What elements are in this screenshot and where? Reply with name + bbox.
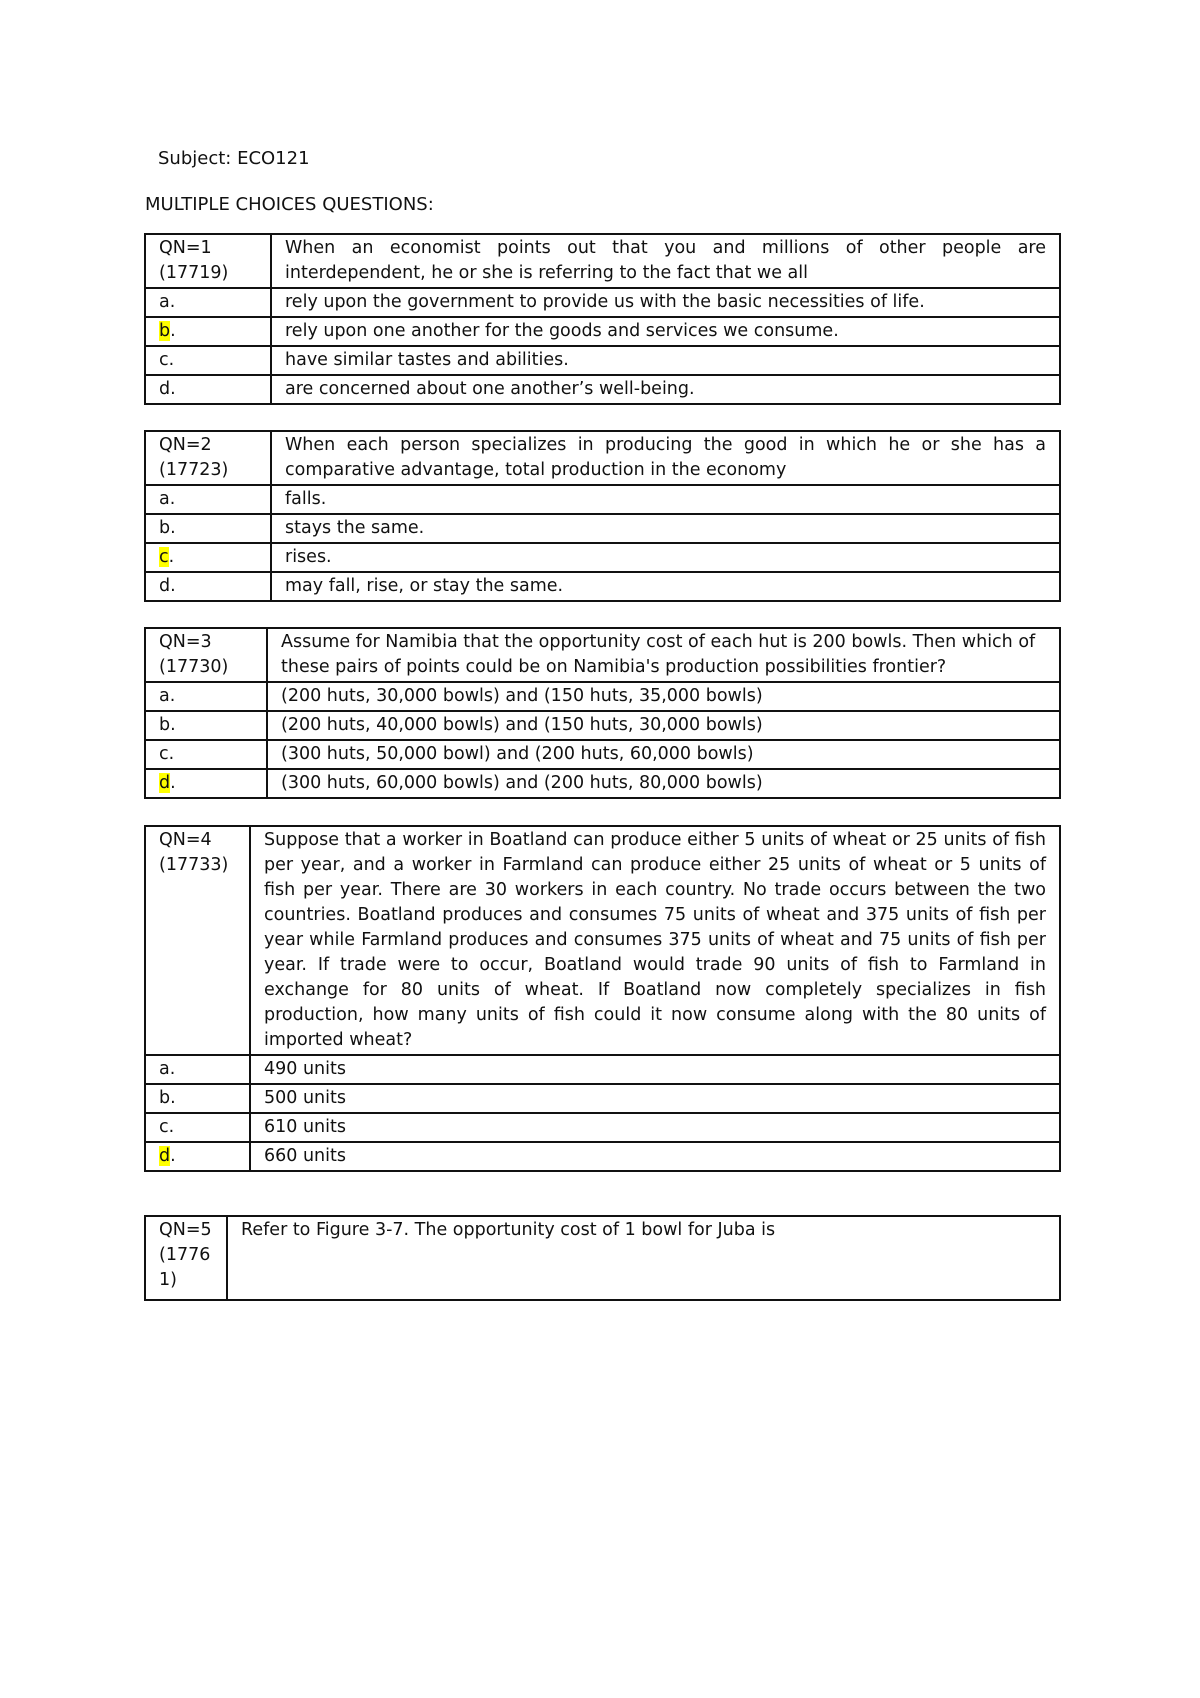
option-row: a. 490 units [145, 1055, 1060, 1084]
option-letter: a [159, 1059, 170, 1079]
option-text: rely upon one another for the goods and services we consume. [271, 317, 1060, 346]
option-letter: d [159, 576, 171, 596]
question-number-cell [145, 234, 271, 288]
option-row: d. (300 huts, 60,000 bowls) and (200 huts, 80,000 bowls) [145, 769, 1060, 798]
question-row [145, 234, 1060, 288]
question-id: (17730) [159, 657, 229, 677]
option-row: d. may fall, rise, or stay the same. [145, 572, 1060, 601]
option-row: c. (300 huts, 50,000 bowl) and (200 huts, 60,000 bowls) [145, 740, 1060, 769]
question-row [145, 628, 1060, 682]
question-text: Refer to Figure 3-7. The opportunity cost of 1 bowl for Juba is [227, 1216, 1060, 1300]
section-heading: MULTIPLE CHOICES QUESTIONS: [145, 194, 434, 215]
question-number: QN=4 [159, 830, 212, 850]
option-text: 490 units [250, 1055, 1060, 1084]
question-text: Assume for Namibia that the opportunity cost of each hut is 200 bowls. Then which of these pairs of points could be on Namibia's production possibilities frontier? [267, 628, 1060, 682]
question-id: (17719) [159, 263, 229, 283]
question-number: QN=3 [159, 632, 212, 652]
option-text: 610 units [250, 1113, 1060, 1142]
option-letter: d [159, 379, 171, 399]
question-number: QN=2 [159, 435, 212, 455]
question-4-table [144, 825, 1061, 1172]
option-letter: a [159, 292, 170, 312]
option-letter-highlighted: d [159, 773, 171, 793]
question-text: When an economist points out that you and millions of other people are interdependent, he or she is referring to the fact that we all [271, 234, 1060, 288]
question-text: Suppose that a worker in Boatland can produce either 5 units of wheat or 25 units of fish per year, and a worker in Farmland can produce either 25 units of wheat or 5 units of fish per year. There are 30 workers in each country. No trade occurs between the two countries. Boatland produces and consumes 75 units of wheat and 375 units of fish per year while Farmland produces and consumes 375 units of wheat and 75 units of fish per year. If trade were to occur, Boatland would trade 90 units of fish to Farmland in exchange for 80 units of wheat. If Boatland now completely specializes in fish production, how many units of fish could it now consume along with the 80 units of imported wheat? [250, 826, 1060, 1055]
question-2-table [144, 430, 1061, 602]
question-5-table [144, 1215, 1061, 1301]
option-text: stays the same. [271, 514, 1060, 543]
option-letter-highlighted: b [159, 321, 171, 341]
option-row: c. 610 units [145, 1113, 1060, 1142]
option-letter: c [159, 350, 169, 370]
question-row [145, 431, 1060, 485]
option-row: b. stays the same. [145, 514, 1060, 543]
option-text: (300 huts, 60,000 bowls) and (200 huts, 80,000 bowls) [267, 769, 1060, 798]
option-row: a. (200 huts, 30,000 bowls) and (150 huts, 35,000 bowls) [145, 682, 1060, 711]
option-letter: c [159, 744, 169, 764]
option-letter: b [159, 518, 171, 538]
option-text: (200 huts, 40,000 bowls) and (150 huts, 30,000 bowls) [267, 711, 1060, 740]
option-row: a. falls. [145, 485, 1060, 514]
question-number-cell [145, 1216, 227, 1300]
option-text: rises. [271, 543, 1060, 572]
question-text: When each person specializes in producing the good in which he or she has a comparative advantage, total production in the economy [271, 431, 1060, 485]
option-letter-highlighted: c [159, 547, 169, 567]
option-row: a. rely upon the government to provide us with the basic necessities of life. [145, 288, 1060, 317]
option-row: b. rely upon one another for the goods and services we consume. [145, 317, 1060, 346]
option-letter: b [159, 715, 171, 735]
option-row: c. have similar tastes and abilities. [145, 346, 1060, 375]
option-letter: a [159, 686, 170, 706]
option-text: (300 huts, 50,000 bowl) and (200 huts, 60,000 bowls) [267, 740, 1060, 769]
question-row [145, 826, 1060, 1055]
option-row: d. 660 units [145, 1142, 1060, 1171]
question-number-cell [145, 431, 271, 485]
option-text: (200 huts, 30,000 bowls) and (150 huts, 35,000 bowls) [267, 682, 1060, 711]
option-row: c. rises. [145, 543, 1060, 572]
option-text: 660 units [250, 1142, 1060, 1171]
question-3-table [144, 627, 1061, 799]
option-text: rely upon the government to provide us with the basic necessities of life. [271, 288, 1060, 317]
option-row: b. 500 units [145, 1084, 1060, 1113]
question-number: QN=1 [159, 238, 212, 258]
question-id: (17761) [159, 1245, 211, 1290]
option-letter: a [159, 489, 170, 509]
question-number: QN=5 [159, 1220, 212, 1240]
option-text: 500 units [250, 1084, 1060, 1113]
subject-line: Subject: ECO121 [158, 148, 310, 169]
option-letter-highlighted: d [159, 1146, 171, 1166]
option-text: falls. [271, 485, 1060, 514]
option-row: d. are concerned about one another’s well-being. [145, 375, 1060, 404]
question-number-cell [145, 628, 267, 682]
question-row [145, 1216, 1060, 1300]
option-text: are concerned about one another’s well-being. [271, 375, 1060, 404]
option-letter: b [159, 1088, 171, 1108]
option-text: have similar tastes and abilities. [271, 346, 1060, 375]
question-1-table [144, 233, 1061, 405]
question-id: (17733) [159, 855, 229, 875]
question-id: (17723) [159, 460, 229, 480]
option-text: may fall, rise, or stay the same. [271, 572, 1060, 601]
option-row: b. (200 huts, 40,000 bowls) and (150 huts, 30,000 bowls) [145, 711, 1060, 740]
question-number-cell [145, 826, 250, 1055]
option-letter: c [159, 1117, 169, 1137]
